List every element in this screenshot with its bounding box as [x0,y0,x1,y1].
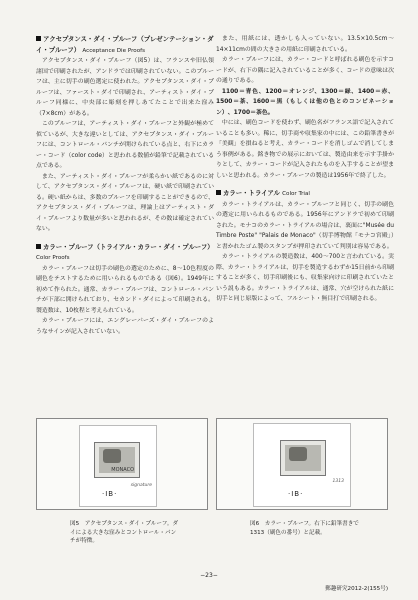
left-column [36,34,214,337]
paragraph: カラー・プルーフは切手の刷色の選定のために、8〜10色程度の刷色をテストするために用いられるものである（図6）。1949年に初めて作られた。通常、カラー・プルーフは、コントロール・パンチが下部に開けられており、セカンド・ダイによって印刷される。製造数は、10枚程と考えられている。 [36,265,214,314]
figure-6-image [216,418,388,510]
paragraph: このプルーフは、アーティスト・ダイ・プルーフと外観が極めて似ているが、大きな違いとしては、アクセプタンス・ダイ・プルーフには、コントロール・パンチが開けられている点と、右下にカラー・コード（color code）と思われる数値が鉛筆で記載されている点である。 [36,121,214,169]
square-bullet-icon [216,190,221,195]
figure-5-image [36,418,208,510]
figure-5-caption: 図5 アクセプタンス・ダイ・プルーフ。ダイによる大きな窪みとコントロール・パンチが特徴。 [70,521,179,544]
paragraph: また、用紙には、透かしも入っていない。13.5×10.5cm〜14×11cmの間の大きさの用紙に印刷されている。 [216,36,394,53]
paragraph: カラー・トライアルの製造数は、400〜700と言われている。実際、カラー・トライアルは、切手を製造するわずか15日前から印刷することが多く、切手印刷後にも、収集家向けに印刷されていたという説もある。カラー・トライアルは、通常、穴が空けられた紙に切手と同じ原版によって、フルシート・無目打で印刷される。 [216,254,394,302]
color-code-list: 1100＝青色、1200＝オレンジ、1300＝緑、1400＝赤、1500＝茶、1600＝黒（もしくは他の色とのコンビネーション）、1700＝茶色。 [216,88,394,116]
square-bullet-icon [36,36,41,41]
paragraph: カラー・トライアルは、カラー・プルーフと同じく、切手の刷色の選定に用いられるものである。1956年にアンドラで初めて印刷された。モナコのカラー・トライアルの場合は、裏面に"Musée du Timbre Poste" "Palais de Monaco"（切手博物館「モナコ宮殿」）と書かれたゴム製のスタンプが押印されていて判別は容易である。 [216,201,394,250]
heading-text: カラー・トライアル [223,189,280,197]
proof-card [253,423,351,507]
heading-english: Acceptance Die Proofs [82,47,145,54]
pencil-signature: signature [130,483,152,488]
section-heading-color-trial [216,188,394,200]
stamp-engraving-icon [103,449,121,463]
journal-footer: 郵趣研究2012-2(155号) [325,586,388,592]
page-number: −23− [200,572,218,579]
paragraph: カラー・プルーフには、エングレーバーズ・ダイ・プルーフのようなサインが記入されていない。 [36,318,214,335]
square-bullet-icon [36,244,41,249]
paragraph: カラー・プルーフには、カラー・コードと呼ばれる刷色を示すコードが、右下の隅に記入されていることが多く、コードの意味は次の通りである。 [216,57,394,84]
figure-6-caption: 図6 カラー・プルーフ。右下に鉛筆書きで1313（刷色の番号）と記載。 [250,521,359,536]
stamp-text: MONACO [111,467,134,473]
pencil-color-code: 1313 [332,479,344,484]
stamp-engraving-icon [289,447,307,461]
control-punch: ·IB· [288,490,304,498]
paragraph: アクセプタンス・ダイ・プルーフ（図5）は、フランスや旧仏領諸国で印刷されたが、アンドラでは印刷されていない。このプルーフは、主に切手の刷色選定に使われた。アクセプタンス・ダイ・プルーフは、ファースト・ダイで印刷され、アーティスト・ダイ・プルーフ同様に、中央部に彫刻を押しあてたことで出来た窪み（7×8cm）がある。 [36,58,214,117]
right-column [216,34,394,305]
paragraph: また、アーティスト・ダイ・プルーフが柔らかい紙であるのに対して、アクセプタンス・ダイ・プルーフは、硬い紙で印刷されている。硬い紙からは、多数のプルーフを印刷することができるので、アクセプタンス・ダイ・プルーフは、理論上はアーティスト・ダイ・プルーフより数量が多いと思われるが、その数は確定されていない。 [36,173,214,232]
heading-text: カラー・プルーフ（トライアル・カラー・ダイ・プルーフ） [43,242,214,251]
control-punch: ·IB· [102,490,118,498]
heading-text: アクセプタンス・ダイ・プルーフ（プレゼンテーション・ダイ・プルーフ） [36,35,214,54]
section-heading-acceptance [36,34,214,56]
stamp-image [94,442,140,478]
proof-card [79,425,157,507]
section-heading-color-proofs [36,242,214,264]
stamp-image [280,440,326,476]
heading-english: Color Proofs [36,255,70,261]
heading-english: Color Trial [282,191,310,197]
paragraph: 中には、刷色コードを使わず、刷色名がフランス語で記入されていることも多い。稀に、切手商や収集家の中には、この鉛筆書きが「美観」を損ねると考え、カラー・コードを消しゴムで消してしまう事例がある。銘き物での展示においては、製造由来を示す手掛かりとして、カラー・コードが記入されたものを入手することが望ましいと思われる。カラー・プルーフの製造は1956年で終了した。 [216,120,394,179]
